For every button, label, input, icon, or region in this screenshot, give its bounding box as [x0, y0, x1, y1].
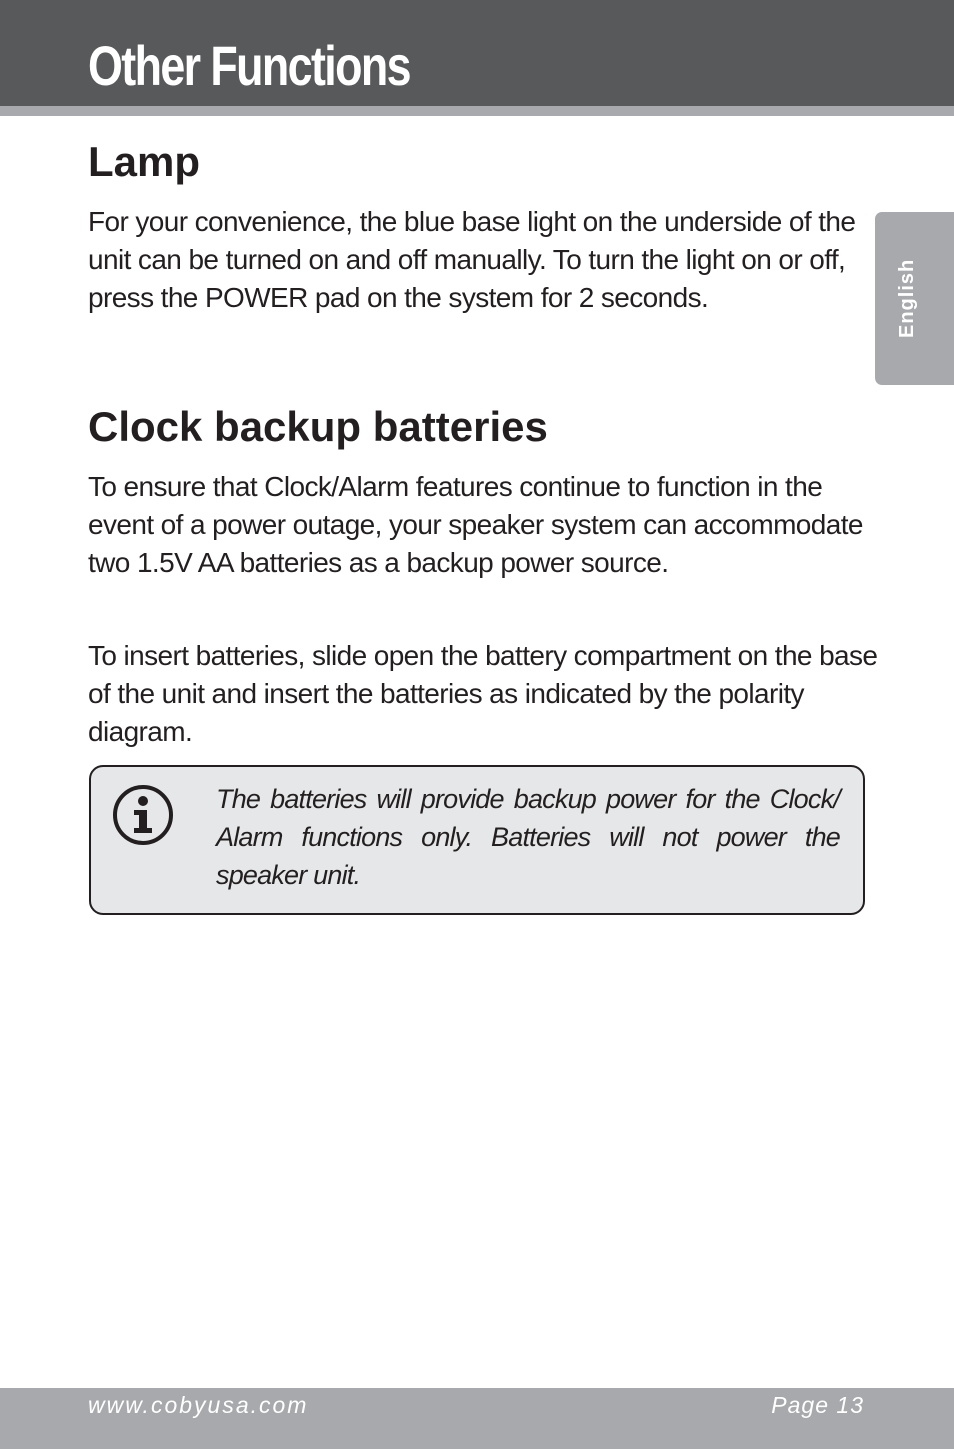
lamp-paragraph: For your convenience, the blue base light on the underside of the unit can be turned on and off manually. To turn the light on or off, press the POWER pad on the system for 2 seconds. [88, 206, 856, 313]
page-title: Other Functions [88, 34, 410, 97]
footer-page-number: Page 13 [771, 1392, 864, 1418]
info-icon [112, 784, 174, 846]
batteries-paragraph-2: To insert batteries, slide open the battery compartment on the base of the unit and insert the batteries as indicated by the polarity diagram. [88, 640, 878, 747]
language-tab-label: English [896, 258, 918, 338]
note-text: The batteries will provide backup power for the Clock/ Alarm functions only. Batteries will not power the speaker unit. [216, 784, 840, 890]
section-heading-lamp: Lamp [88, 138, 201, 185]
section-heading-clock-backup: Clock backup batteries [88, 403, 548, 450]
header-stripe [0, 106, 954, 116]
footer-url: www.cobyusa.com [88, 1392, 309, 1418]
batteries-paragraph-1: To ensure that Clock/Alarm features continue to function in the event of a power outage, your speaker system can accommodate two 1.5V AA batteries as a backup power source. [88, 471, 863, 578]
